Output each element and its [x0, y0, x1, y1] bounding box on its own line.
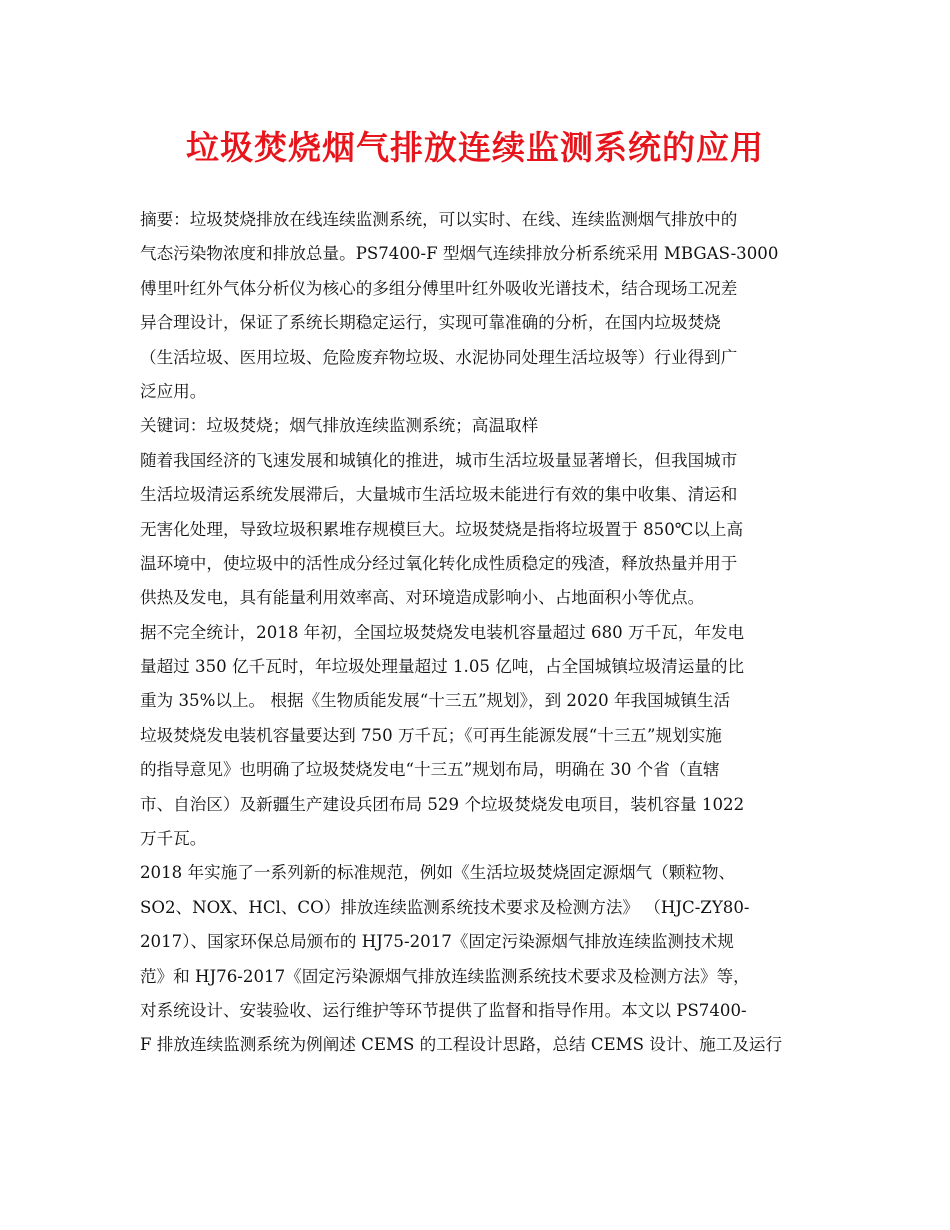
keywords-paragraph	[140, 409, 830, 443]
abstract-paragraph	[140, 203, 830, 409]
text-line: 市、自治区）及新疆生产建设兵团布局 529 个垃圾焚烧发电项目，装机容量 1022	[140, 794, 745, 814]
text-line: 无害化处理，导致垃圾积累堆存规模巨大。垃圾焚烧是指将垃圾置于 850℃以上高	[140, 519, 744, 539]
text-line: 异合理设计，保证了系统长期稳定运行，实现可靠准确的分析，在国内垃圾焚烧	[140, 313, 721, 333]
text-line: 重为 35%以上。 根据《生物质能发展“十三五”规划》，到 2020 年我国城镇生活	[140, 691, 731, 711]
text-line: 傅里叶红外气体分析仪为核心的多组分傅里叶红外吸收光谱技术，结合现场工况差	[140, 278, 738, 298]
text-line: 对系统设计、安装验收、运行维护等环节提供了监督和指导作用。本文以 PS7400-	[140, 1000, 747, 1020]
text-line: 温环境中，使垃圾中的活性成分经过氧化转化成性质稳定的残渣，释放热量并用于	[140, 553, 738, 573]
statistics-paragraph	[140, 616, 830, 857]
text-line: SO2、NOX、HCl、CO）排放连续监测系统技术要求及检测方法》 （HJC-ZY80-	[140, 897, 750, 917]
text-line: 摘要：垃圾焚烧排放在线连续监测系统，可以实时、在线、连续监测烟气排放中的	[140, 210, 738, 229]
text-line: 2018 年实施了一系列新的标准规范，例如《生活垃圾焚烧固定源烟气（颗粒物、	[140, 863, 736, 883]
text-line: 的指导意见》也明确了垃圾焚烧发电“十三五”规划布局，明确在 30 个省（直辖	[140, 760, 720, 780]
text-line: （生活垃圾、医用垃圾、危险废弃物垃圾、水泥协同处理生活垃圾等）行业得到广	[140, 347, 738, 367]
document-title: 垃圾焚烧烟气排放连续监测系统的应用	[186, 128, 764, 167]
text-line: 2017）、国家环保总局颁布的 HJ75-2017《固定污染源烟气排放连续监测技术规	[140, 932, 734, 952]
text-line: 垃圾焚烧发电装机容量要达到 750 万千瓦；《可再生能源发展“十三五”规划实施	[140, 725, 722, 745]
text-line: 泛应用。	[140, 381, 207, 401]
text-line: 量超过 350 亿千瓦时，年垃圾处理量超过 1.05 亿吨，占全国城镇垃圾清运量的比	[140, 657, 745, 677]
text-line: 随着我国经济的飞速发展和城镇化的推进，城市生活垃圾量显著增长，但我国城市	[140, 450, 738, 470]
text-line: 气态污染物浓度和排放总量。PS7400-F 型烟气连续排放分析系统采用 MBGAS-3000	[140, 244, 779, 264]
text-line: 万千瓦。	[140, 829, 207, 849]
text-line: 供热及发电，具有能量利用效率高、对环境造成影响小、占地面积小等优点。	[140, 588, 705, 608]
text-line: 据不完全统计，2018 年初，全国垃圾焚烧发电装机容量超过 680 万千瓦，年发电	[140, 622, 745, 642]
document-body	[140, 203, 830, 1063]
text-line: 生活垃圾清运系统发展滞后，大量城市生活垃圾未能进行有效的集中收集、清运和	[140, 485, 738, 505]
text-line: 关键词：垃圾焚烧；烟气排放连续监测系统；高温取样	[140, 416, 539, 436]
intro-paragraph	[140, 444, 830, 616]
standards-paragraph	[140, 856, 830, 1062]
text-line: 范》和 HJ76-2017《固定污染源烟气排放连续监测系统技术要求及检测方法》等，	[140, 966, 750, 986]
text-line: F 排放连续监测系统为例阐述 CEMS 的工程设计思路，总结 CEMS 设计、施工及运行	[140, 1035, 783, 1055]
